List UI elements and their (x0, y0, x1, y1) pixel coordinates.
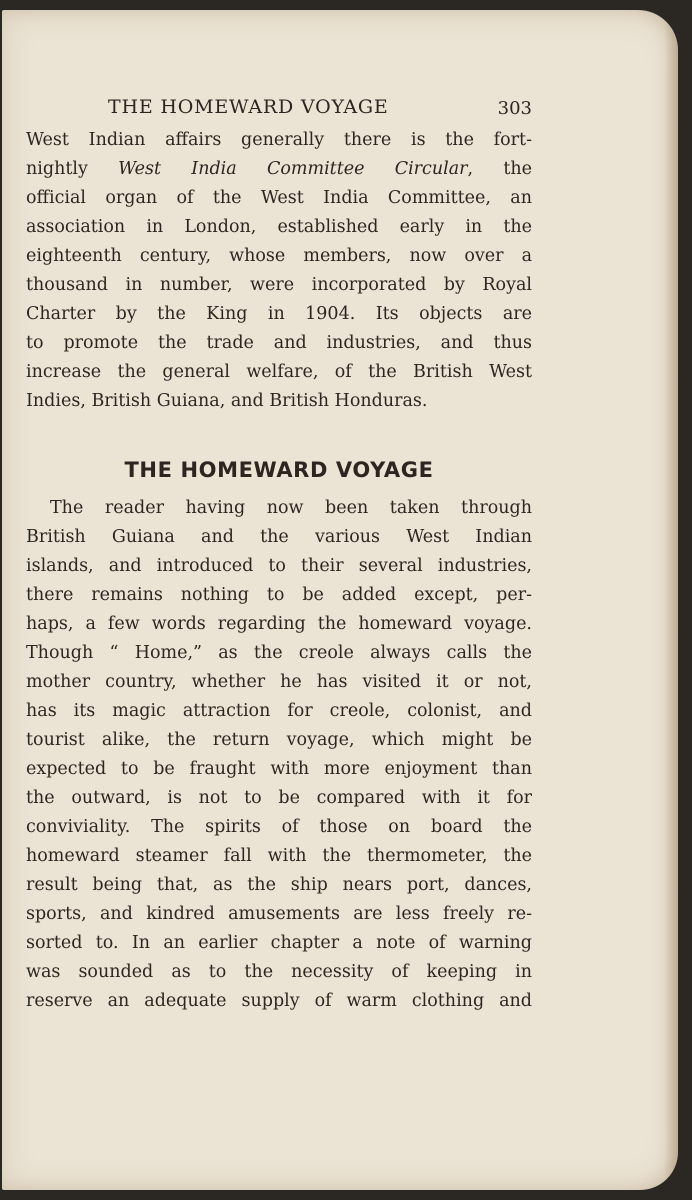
page-content (26, 84, 532, 1016)
publication-title: West India Committee Circular (118, 159, 468, 179)
running-head (26, 84, 532, 126)
text-line: was sounded as to the necessity of keeping in (26, 962, 532, 982)
page-edge-shading (664, 10, 678, 1190)
section-heading: THE HOMEWARD VOYAGE (124, 458, 434, 482)
text-line: homeward steamer fall with the thermometer, the (26, 846, 532, 866)
text-line-start: nightly (26, 159, 119, 179)
page-number: 303 (497, 98, 532, 119)
text-line: Indies, British Guiana, and British Honduras. (26, 391, 428, 411)
running-head-title: THE HOMEWARD VOYAGE (108, 96, 389, 118)
text-line-with-title (26, 155, 532, 184)
text-line: West Indian affairs generally there is the fort- (26, 130, 532, 150)
text-line: result being that, as the ship nears port, dances, (26, 875, 532, 895)
text-line: mother country, whether he has visited it or not, (26, 672, 532, 692)
text-line: to promote the trade and industries, and thus (26, 333, 532, 353)
text-line: expected to be fraught with more enjoyment than (26, 759, 532, 779)
text-line: The reader having now been taken through (50, 498, 532, 518)
text-line: the outward, is not to be compared with it for (26, 788, 532, 808)
text-line: conviviality. The spirits of those on board the (26, 817, 532, 837)
text-line: tourist alike, the return voyage, which might be (26, 730, 532, 750)
text-line: sports, and kindred amusements are less freely re- (26, 904, 532, 924)
text-line: islands, and introduced to their several industries, (26, 556, 532, 576)
text-line: has its magic attraction for creole, colonist, and (26, 701, 532, 721)
text-line: association in London, established early in the (26, 217, 532, 237)
paragraph-continued (26, 126, 532, 416)
text-line: sorted to. In an earlier chapter a note of warning (26, 933, 532, 953)
paragraph-homeward-voyage (26, 494, 532, 1016)
text-line: Charter by the King in 1904. Its objects are (26, 304, 532, 324)
text-line: increase the general welfare, of the British West (26, 362, 532, 382)
text-line: thousand in number, were incorporated by Royal (26, 275, 532, 295)
text-line: reserve an adequate supply of warm clothing and (26, 991, 532, 1011)
text-line: official organ of the West India Committee, an (26, 188, 532, 208)
text-line: Though “ Home,” as the creole always calls the (26, 643, 532, 663)
book-page (2, 10, 678, 1190)
text-line: there remains nothing to be added except, per- (26, 585, 532, 605)
text-line: eighteenth century, whose members, now over a (26, 246, 532, 266)
text-line-end: , the (467, 159, 532, 179)
text-line: British Guiana and the various West Indian (26, 527, 532, 547)
text-line: haps, a few words regarding the homeward voyage. (26, 614, 532, 634)
